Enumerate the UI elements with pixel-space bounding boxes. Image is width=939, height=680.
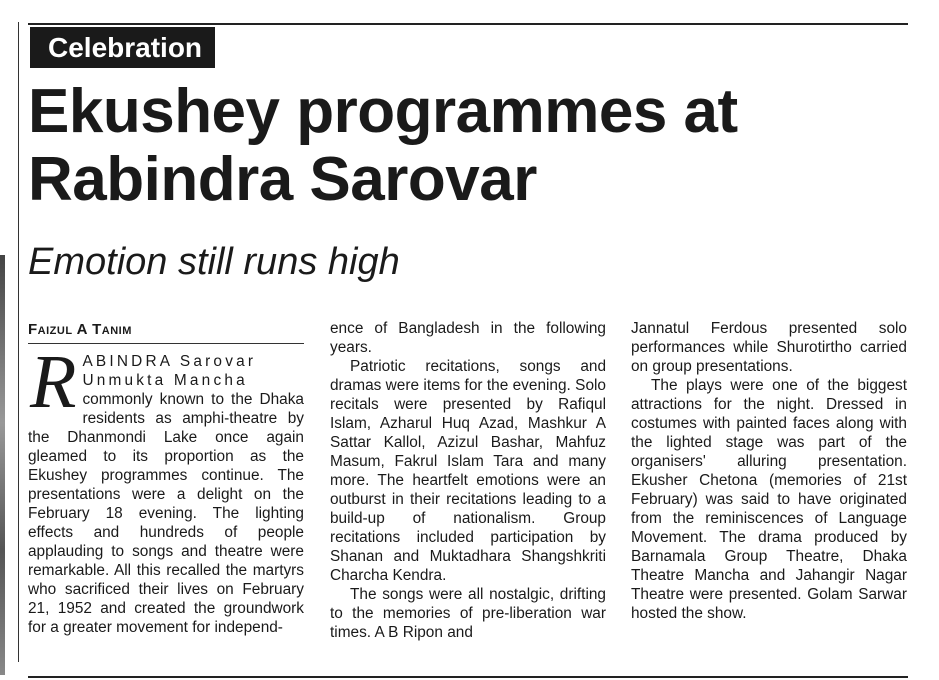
lead-text: commonly known to the Dhaka residents as amphi-theatre by the Dhanmondi Lake once again gleamed to its proportion as the Ekushey programmes continue. The presentations were a delight on the February 18 evening. The lighting effects and hundreds of people applauding to songs and theatre were remarkable. All this recalled the martyrs who sacrificed their lives on February 21, 1952 and created the groundwork for a greater movement for independ- [28,391,304,636]
byline [28,319,304,344]
top-rule [28,23,908,25]
paragraph: The plays were one of the biggest attractions for the night. Dressed in costumes with painted faces along with the lighted stage was part of the organisers' alluring presentation. Ekusher Chetona (memories of 21st February) was said to have originated from the reminiscences of Language Movement. The drama produced by Barnamala Group Theatre, Dhaka Theatre Mancha and Jahangir Nagar Theatre were presented. Golam Sarwar hosted the show. [631,377,907,622]
byline-name: Faizul A Tanim [28,321,132,338]
section-kicker: Celebration [30,27,215,68]
lead-paragraph [28,340,304,637]
article-column-3 [631,319,907,623]
bottom-rule [28,676,908,678]
paragraph: ence of Bangladesh in the following years. [330,320,606,356]
paragraph: Patriotic recitations, songs and dramas were items for the evening. Solo recitals were presented by Rafiqul Islam, Azharul Huq Azad, Mashkur A Sattar Kallol, Azizul Bashar, Mahfuz Masum, Fakrul Islam Tara and many more. The heartfelt emotions were an outburst in their recitations leading to a build-up of nationalism. Group recitations included participation by Shanan and Muktadhara Shangshkriti Charcha Kendra. [330,358,606,584]
lead-line-2: Unmukta Mancha [82,372,248,389]
paragraph: Jannatul Ferdous presented solo performances while Shurotirtho carried on group presentations. [631,320,907,375]
headline [28,78,908,214]
article-column-2 [330,319,606,642]
article-column-1 [28,319,304,637]
headline-line-2: Rabindra Sarovar [28,145,537,214]
headline-line-1: Ekushey programmes at [28,77,738,146]
lead-line-1: ABINDRA Sarovar [82,353,257,370]
standfirst: Emotion still runs high [28,241,400,283]
drop-cap: R [30,340,77,424]
paragraph: The songs were all nostalgic, drifting to the memories of pre-liberation war times. A B Ripon and [330,586,606,641]
adjacent-photo-edge [0,255,5,675]
column-rule-left [18,22,19,662]
